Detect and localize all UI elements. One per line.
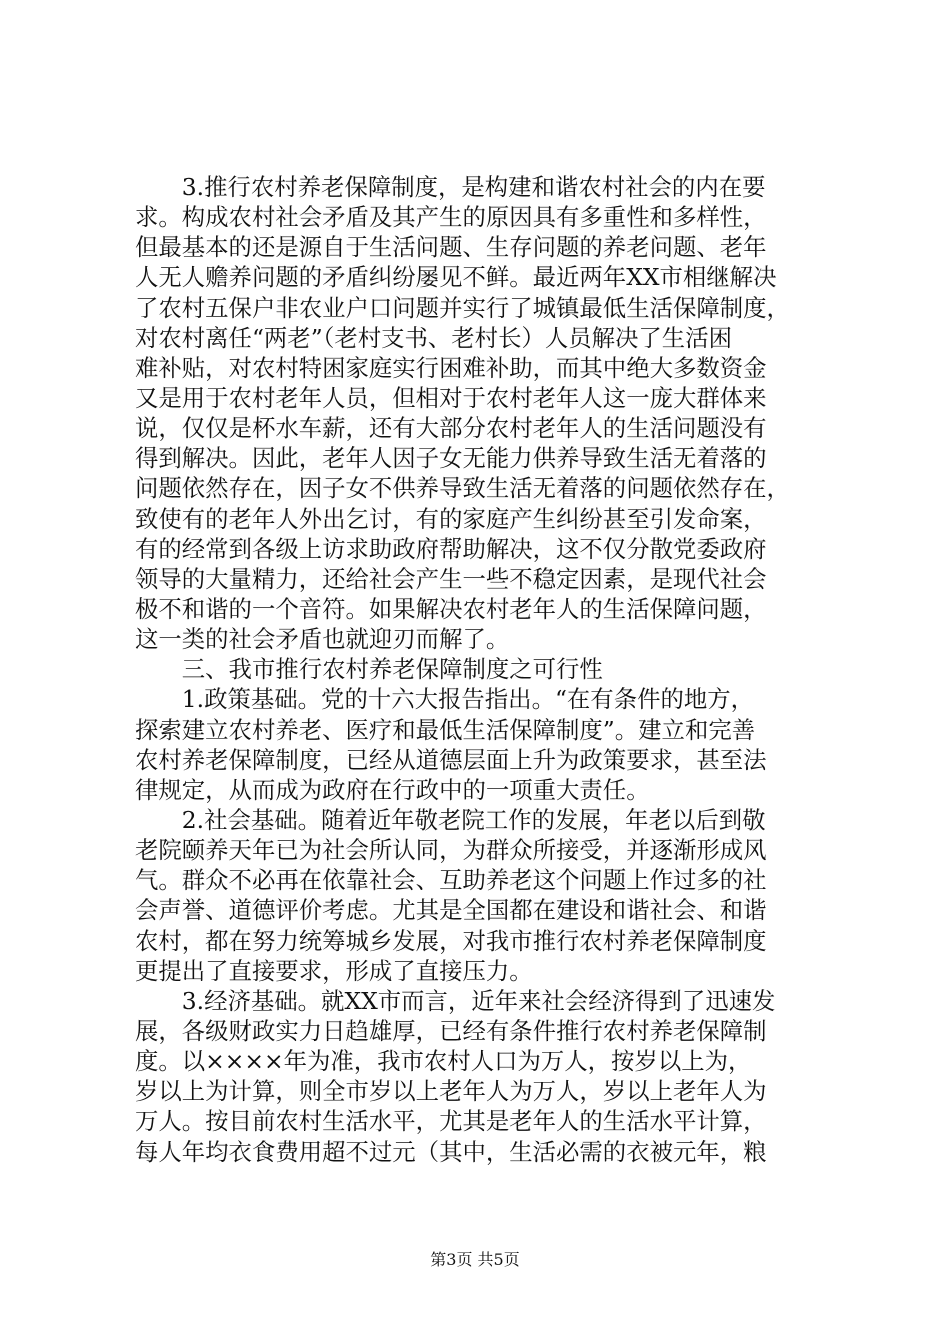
text-line: 度。以××××年为准，我市农村人口为万人，按岁以上为， [135, 1047, 752, 1076]
text-line: 但最基本的还是源自于生活问题、生存问题的养老问题、老年 [135, 233, 767, 262]
text-line: 老院颐养天年已为社会所认同，为群众所接受，并逐渐形成风 [135, 836, 767, 865]
text-line: 3.经济基础。就XX市而言，近年来社会经济得到了迅速发 [135, 986, 776, 1015]
text-line: 律规定，从而成为政府在行政中的一项重大责任。 [135, 775, 650, 804]
text-line: 三、我市推行农村养老保障制度之可行性 [135, 655, 603, 684]
text-line: 说，仅仅是杯水车薪，还有大部分农村老年人的生活问题没有 [135, 414, 767, 443]
text-line: 会声誉、道德评价考虑。尤其是全国都在建设和谐社会、和谐 [135, 896, 767, 925]
text-line: 农村，都在努力统筹城乡发展，对我市推行农村养老保障制度 [135, 926, 767, 955]
text-line: 求。构成农村社会矛盾及其产生的原因具有多重性和多样性， [135, 203, 767, 232]
text-line: 有的经常到各级上访求助政府帮助解决，这不仅分散党委政府 [135, 534, 767, 563]
text-line: 难补贴，对农村特困家庭实行困难补助，而其中绝大多数资金 [135, 353, 767, 382]
text-line: 更提出了直接要求，形成了直接压力。 [135, 956, 533, 985]
text-line: 每人年均衣食费用超不过元（其中，生活必需的衣被元年，粮 [135, 1137, 767, 1166]
text-line: 岁以上为计算，则全市岁以上老年人为万人，岁以上老年人为 [135, 1077, 767, 1106]
page-footer [0, 1247, 950, 1270]
text-line: 展，各级财政实力日趋雄厚，已经有条件推行农村养老保障制 [135, 1016, 767, 1045]
text-line: 气。群众不必再在依靠社会、互助养老这个问题上作过多的社 [135, 866, 767, 895]
page-number-label: 第3页 共5页 [430, 1250, 520, 1269]
text-line: 又是用于农村老年人员，但相对于农村老年人这一庞大群体来 [135, 383, 767, 412]
text-line: 2.社会基础。随着近年敬老院工作的发展，年老以后到敬 [135, 805, 766, 834]
text-line: 极不和谐的一个音符。如果解决农村老年人的生活保障问题， [135, 594, 767, 623]
text-line: 了农村五保户非农业户口问题并实行了城镇最低生活保障制度， [135, 293, 790, 322]
text-line: 问题依然存在，因子女不供养导致生活无着落的问题依然存在， [135, 474, 790, 503]
text-line: 领导的大量精力，还给社会产生一些不稳定因素，是现代社会 [135, 564, 767, 593]
text-line: 人无人赡养问题的矛盾纠纷屡见不鲜。最近两年XX市相继解决 [135, 263, 777, 292]
text-line: 对农村离任“两老”（老村支书、老村长）人员解决了生活困 [135, 323, 732, 352]
text-line: 得到解决。因此，老年人因子女无能力供养导致生活无着落的 [135, 444, 767, 473]
text-line: 致使有的老年人外出乞讨，有的家庭产生纠纷甚至引发命案， [135, 504, 767, 533]
document-body [135, 172, 835, 1167]
text-line: 1.政策基础。党的十六大报告指出。“在有条件的地方， [135, 685, 755, 714]
text-line: 探索建立农村养老、医疗和最低生活保障制度”。建立和完善 [135, 715, 756, 744]
text-line: 3.推行农村养老保障制度，是构建和谐农村社会的内在要 [135, 173, 766, 201]
text-line: 万人。按目前农村生活水平，尤其是老年人的生活水平计算， [135, 1107, 767, 1136]
text-line: 农村养老保障制度，已经从道德层面上升为政策要求，甚至法 [135, 745, 767, 774]
text-line: 这一类的社会矛盾也就迎刃而解了。 [135, 625, 510, 654]
